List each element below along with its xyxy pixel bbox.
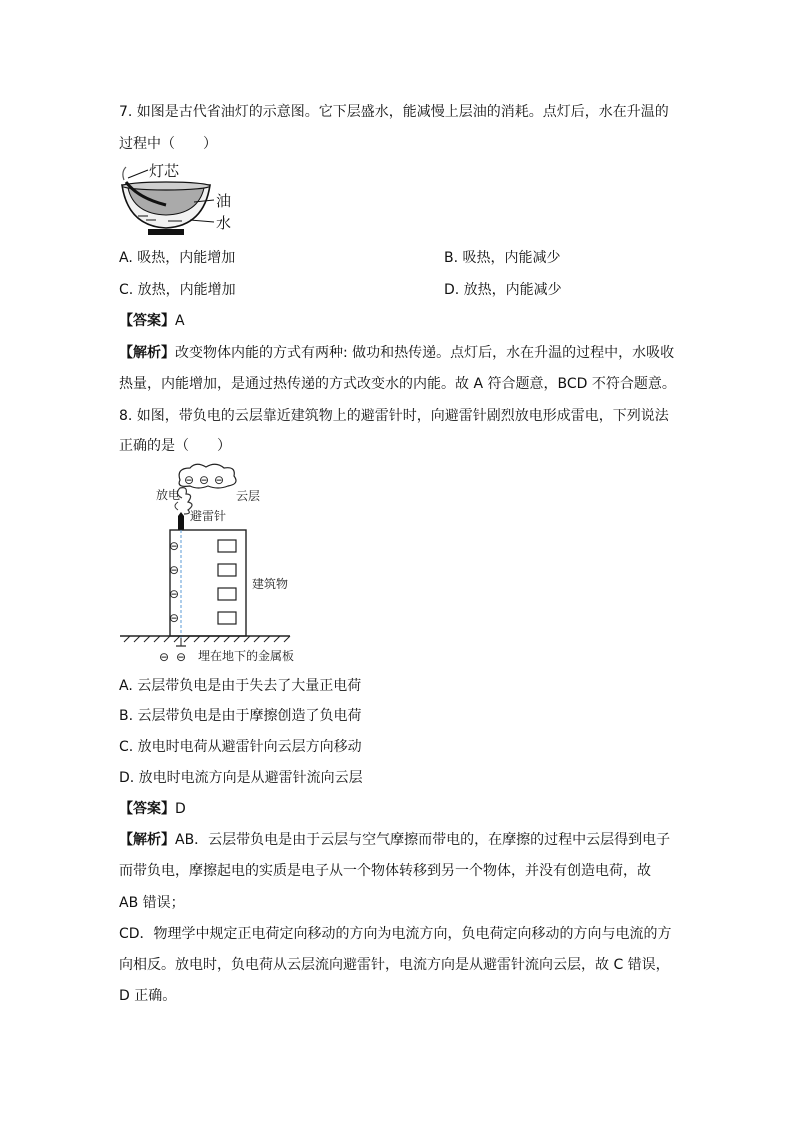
lightning-rod-figure: [118, 462, 318, 666]
oil-label: 油: [216, 192, 232, 210]
q8-stem-line-2: 正确的是（ ）: [119, 438, 231, 454]
cloud-charge-1: ⊖: [184, 473, 195, 487]
wall-charge-4: ⊖: [169, 611, 180, 625]
building-label: 建筑物: [252, 577, 289, 591]
answer-value: A: [175, 313, 185, 329]
cloud-charge-2: ⊖: [199, 473, 210, 487]
q8-analysis-line-2: 而带负电，摩擦起电的实质是电子从一个物体转移到另一个物体，并没有创造电荷，故: [119, 863, 651, 879]
cloud-label: 云层: [236, 489, 261, 503]
analysis-tag: 【解析】: [119, 832, 175, 848]
q7-analysis-line-2: 热量，内能增加，是通过热传递的方式改变水的内能。故 A 符合题意，BCD 不符合题意。: [119, 376, 676, 392]
oil-lamp-figure: [118, 158, 248, 238]
q8-analysis-line-5: 向相反。放电时，负电荷从云层流向避雷针，电流方向是从避雷针流向云层，故 C 错误，: [119, 957, 670, 973]
q7-answer: [119, 311, 185, 331]
q8-option-c: C. 放电时电荷从避雷针向云层方向移动: [119, 739, 362, 755]
q8-answer: [119, 799, 186, 819]
q8-analysis-line-6: D 正确。: [119, 988, 177, 1004]
wall-charge-2: ⊖: [169, 563, 180, 577]
cloud-charge-3: ⊖: [214, 473, 225, 487]
wall-charge-1: ⊖: [169, 539, 180, 553]
q7-analysis-line-1: [119, 343, 674, 363]
q7-option-b: B. 吸热，内能减少: [444, 250, 561, 266]
q8-option-d: D. 放电时电流方向是从避雷针流向云层: [119, 770, 363, 786]
q7-stem-line-1: 7. 如图是古代省油灯的示意图。它下层盛水，能减慢上层油的消耗。点灯后，水在升温的: [119, 104, 669, 120]
plate-charge-1: ⊖: [159, 650, 170, 664]
q8-option-a: A. 云层带负电是由于失去了大量正电荷: [119, 678, 362, 694]
discharge-label: 放电: [156, 488, 181, 502]
analysis-tag: 【解析】: [119, 345, 175, 361]
analysis-text: 改变物体内能的方式有两种: 做功和热传递。点灯后，水在升温的过程中，水吸收: [175, 345, 675, 361]
q7-option-c: C. 放热，内能增加: [119, 282, 236, 298]
q8-analysis-line-3: AB 错误；: [119, 895, 185, 911]
analysis-text: AB．云层带负电是由于云层与空气摩擦而带电的，在摩擦的过程中云层得到电子: [175, 832, 671, 848]
rod-label: 避雷针: [190, 509, 227, 523]
answer-value: D: [175, 801, 186, 817]
q8-stem-line-1: 8. 如图，带负电的云层靠近建筑物上的避雷针时，向避雷针剧烈放电形成雷电，下列说法: [119, 408, 669, 424]
plate-label: 埋在地下的金属板: [198, 649, 295, 663]
wick-label: 灯芯: [149, 162, 180, 180]
q8-analysis-line-1: [119, 830, 670, 850]
q7-option-a: A. 吸热，内能增加: [119, 250, 236, 266]
wall-charge-3: ⊖: [169, 587, 180, 601]
water-label: 水: [216, 214, 232, 232]
q8-option-b: B. 云层带负电是由于摩擦创造了负电荷: [119, 708, 362, 724]
answer-tag: 【答案】: [119, 313, 175, 329]
q7-stem-line-2: 过程中（ ）: [119, 136, 217, 152]
q8-analysis-line-4: CD．物理学中规定正电荷定向移动的方向为电流方向，负电荷定向移动的方向与电流的方: [119, 926, 672, 942]
q7-option-d: D. 放热，内能减少: [444, 282, 562, 298]
plate-charge-2: ⊖: [176, 650, 187, 664]
answer-tag: 【答案】: [119, 801, 175, 817]
